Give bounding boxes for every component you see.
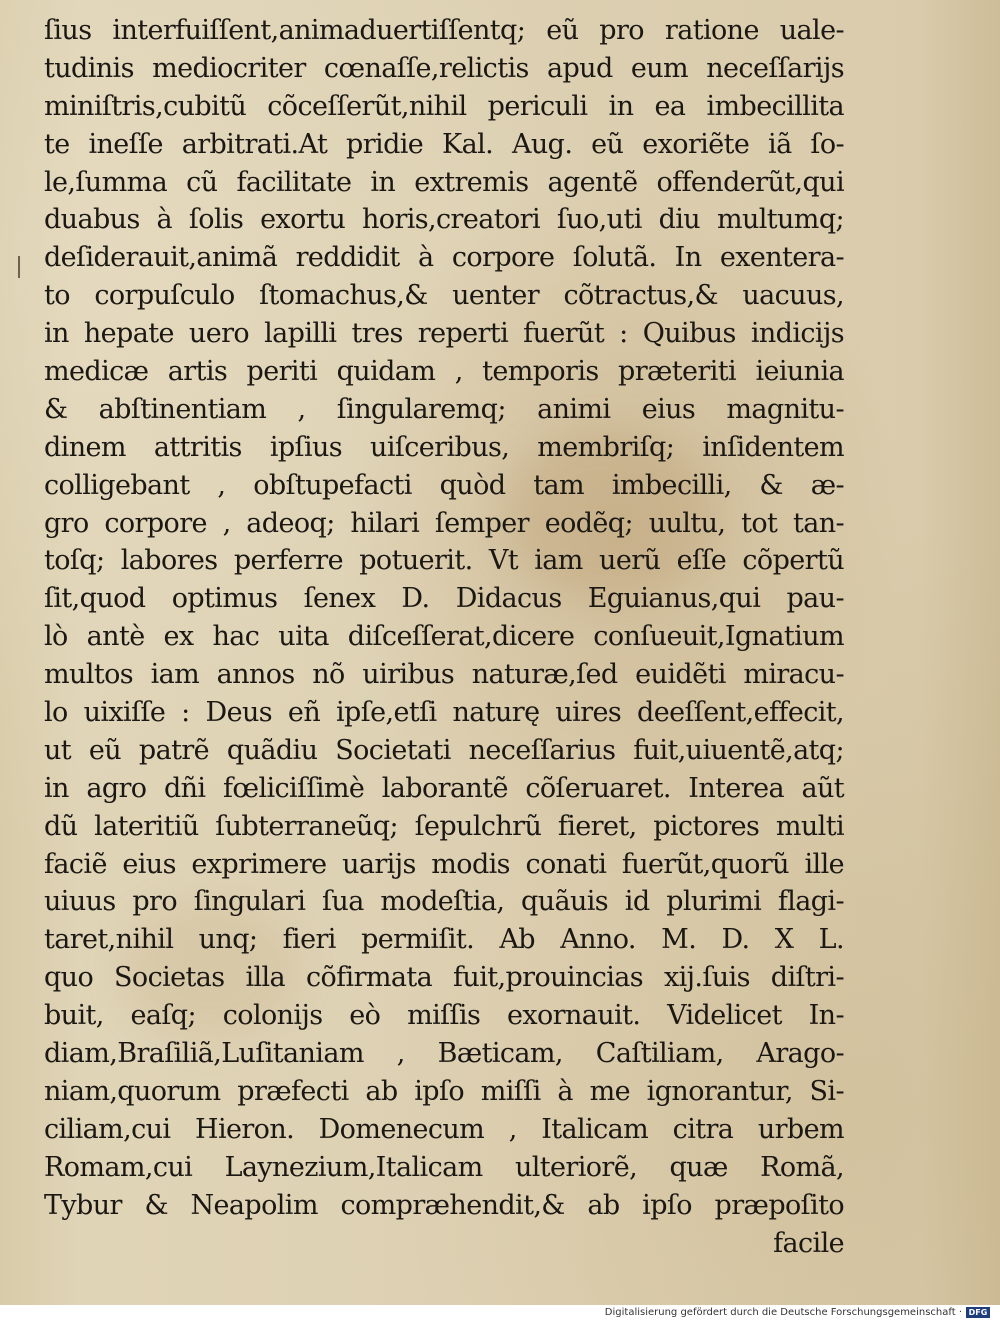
- text-line-28: diam,Braſiliã,Luſitaniam , Bæticam, Caſtiliam, Arago-: [44, 1038, 844, 1070]
- text-line-27: buit, eaſq; colonijs eò miſſis exornauit. Videlicet In-: [44, 1000, 844, 1032]
- text-line-1: ſius interfuiſſent,animaduertiſſentq; eũ pro ratione uale-: [44, 15, 844, 46]
- text-line-30: ciliam,cui Hieron. Domenecum , Italicam citra urbem: [44, 1113, 844, 1145]
- text-line-32: Tybur & Neapolim compræhendit,& ab ipſo præpoſito: [44, 1189, 844, 1221]
- text-line-26: quo Societas illa cõfirmata fuit,prouincias xij.ſuis diſtri-: [44, 962, 844, 994]
- text-line-13: colligebant , obſtupefacti quòd tam imbecilli, & æ-: [44, 469, 844, 501]
- text-line-4: te ineſſe arbitrati.At pridie Kal. Aug. eũ exoriẽte iã ſo-: [44, 128, 844, 160]
- text-line-23: faciẽ eius exprimere uarijs modis conati fuerũt,quorũ ille: [44, 848, 844, 880]
- text-line-19: lo uixiſſe : Deus eñ ipſe,etſi naturę uires deeſſent,effecit,: [44, 697, 844, 729]
- text-line-20: ut eũ patrẽ quãdiu Societati neceſſarius fuit,uiuentẽ,atq;: [44, 734, 844, 766]
- text-line-7: deſiderauit,animã reddidit à corpore ſolutã. In exentera-: [44, 242, 844, 274]
- text-line-9: in hepate uero lapilli tres reperti fuerũt : Quibus indicijs: [44, 318, 844, 350]
- catchword: facile: [773, 1227, 844, 1259]
- text-line-2: tudinis mediocriter cœnaſſe,relictis apud eum neceſſarijs: [44, 52, 844, 84]
- text-line-6: duabus à ſolis exortu horis,creatori ſuo,uti diu multumq;: [44, 204, 844, 236]
- text-line-22: dũ lateritiũ ſubterraneũq; ſepulchrũ fieret, pictores multi: [44, 810, 844, 842]
- text-line-29: niam,quorum præfecti ab ipſo miſſi à me ignorantur, Si-: [44, 1075, 844, 1107]
- text-line-11: & abſtinentiam , ſingularemq; animi eius magnitu-: [44, 393, 844, 425]
- dfg-logo-icon: DFG: [966, 1307, 990, 1318]
- text-line-12: dinem attritis ipſius uiſceribus, membriſq; inſidentem: [44, 431, 844, 463]
- text-line-8: to corpuſculo ſtomachus,& uenter cõtractus,& uacuus,: [44, 280, 844, 312]
- text-line-15: toſq; labores perferre potuerit. Vt iam uerũ eſſe cõpertũ: [44, 545, 844, 577]
- margin-mark: [18, 256, 20, 278]
- text-line-24: uiuus pro ſingulari ſua modeſtia, quãuis id plurimi flagi-: [44, 886, 844, 918]
- footer-bar: [0, 1305, 1000, 1321]
- body-text: [44, 12, 844, 1262]
- text-line-5: le,ſumma cũ facilitate in extremis agentẽ offenderũt,qui: [44, 166, 844, 198]
- text-line-18: multos iam annos nõ uiribus naturæ,ſed euidẽti miracu-: [44, 659, 844, 691]
- text-line-3: miniſtris,cubitũ cõceſſerũt,nihil periculi in ea imbecillita: [44, 90, 844, 122]
- text-line-16: ſit,quod optimus ſenex D. Didacus Eguianus,qui pau-: [44, 583, 844, 615]
- text-line-31: Romam,cui Laynezium,Italicam ulteriorẽ, quæ Romã,: [44, 1151, 844, 1183]
- text-line-10: medicæ artis periti quidam , temporis præteriti ieiunia: [44, 356, 844, 388]
- text-line-25: taret,nihil unq; fieri permiſit. Ab Anno. M. D. X L.: [44, 924, 844, 956]
- text-line-14: gro corpore , adeoq; hilari ſemper eodẽq; uultu, tot tan-: [44, 507, 844, 539]
- funding-notice: Digitalisierung gefördert durch die Deutsche Forschungsgemeinschaft ·: [604, 1307, 962, 1318]
- text-line-17: lò antè ex hac uita diſceſſerat,dicere conſueuit,Ignatium: [44, 621, 844, 653]
- text-line-21: in agro dñi fœliciſſimè laborantẽ cõſeruaret. Interea aũt: [44, 772, 844, 804]
